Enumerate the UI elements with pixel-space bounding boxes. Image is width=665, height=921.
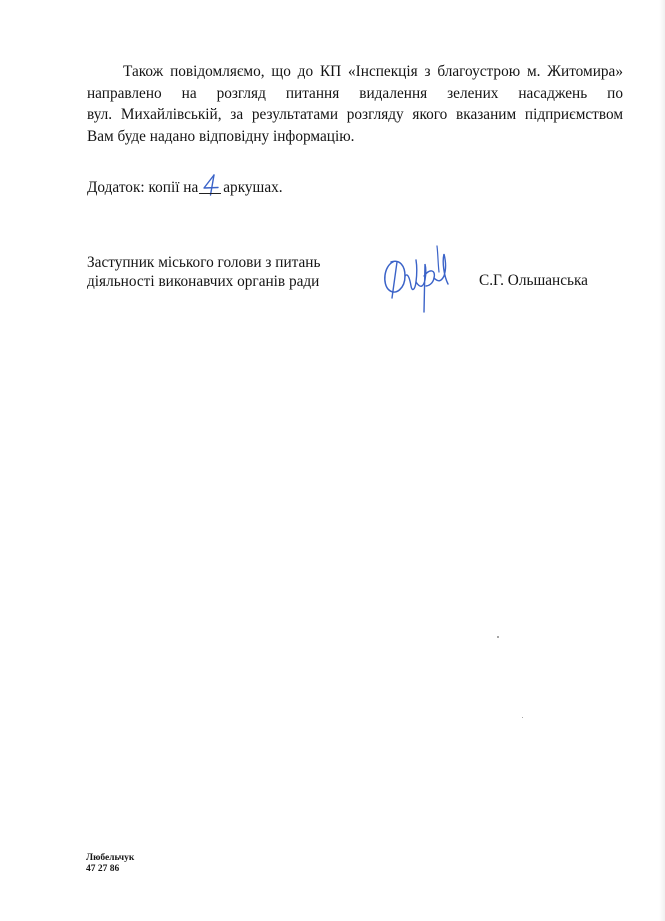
position-line-2: діяльності виконавчих органів ради [87, 273, 320, 290]
body-paragraph [87, 61, 623, 147]
body-line-1: Також повідомляємо, що до КП «Інспекція з благоустрою м. Житомира» [123, 63, 623, 80]
handwritten-count-4 [201, 173, 221, 197]
body-line-2: направлено на розгляд питання видалення зелених насаджень по [87, 84, 623, 102]
position-line-1: Заступник міського голови з питань [87, 254, 321, 271]
body-line-4: Вам буде надано відповідну інформацію. [87, 127, 355, 145]
appendix-suffix: аркушах. [223, 179, 283, 196]
scan-speck [497, 636, 499, 638]
appendix-count-blank [199, 179, 221, 195]
executor-phone: 47 27 86 [86, 864, 120, 874]
signatory-name: С.Г. Ольшанська [479, 272, 588, 289]
appendix-prefix: Додаток: копії на [87, 179, 199, 196]
letter-body [87, 61, 623, 147]
executor-info [86, 853, 134, 875]
scan-speck [522, 717, 523, 718]
appendix-line [87, 177, 283, 198]
body-line-3: вул. Михайлівській, за результатами розгляду якого вказаним підприємством [87, 106, 623, 123]
executor-name: Любельчук [86, 853, 135, 863]
signatory-position [87, 253, 320, 291]
page-edge-shadow [659, 0, 665, 921]
handwritten-signature [378, 242, 458, 318]
